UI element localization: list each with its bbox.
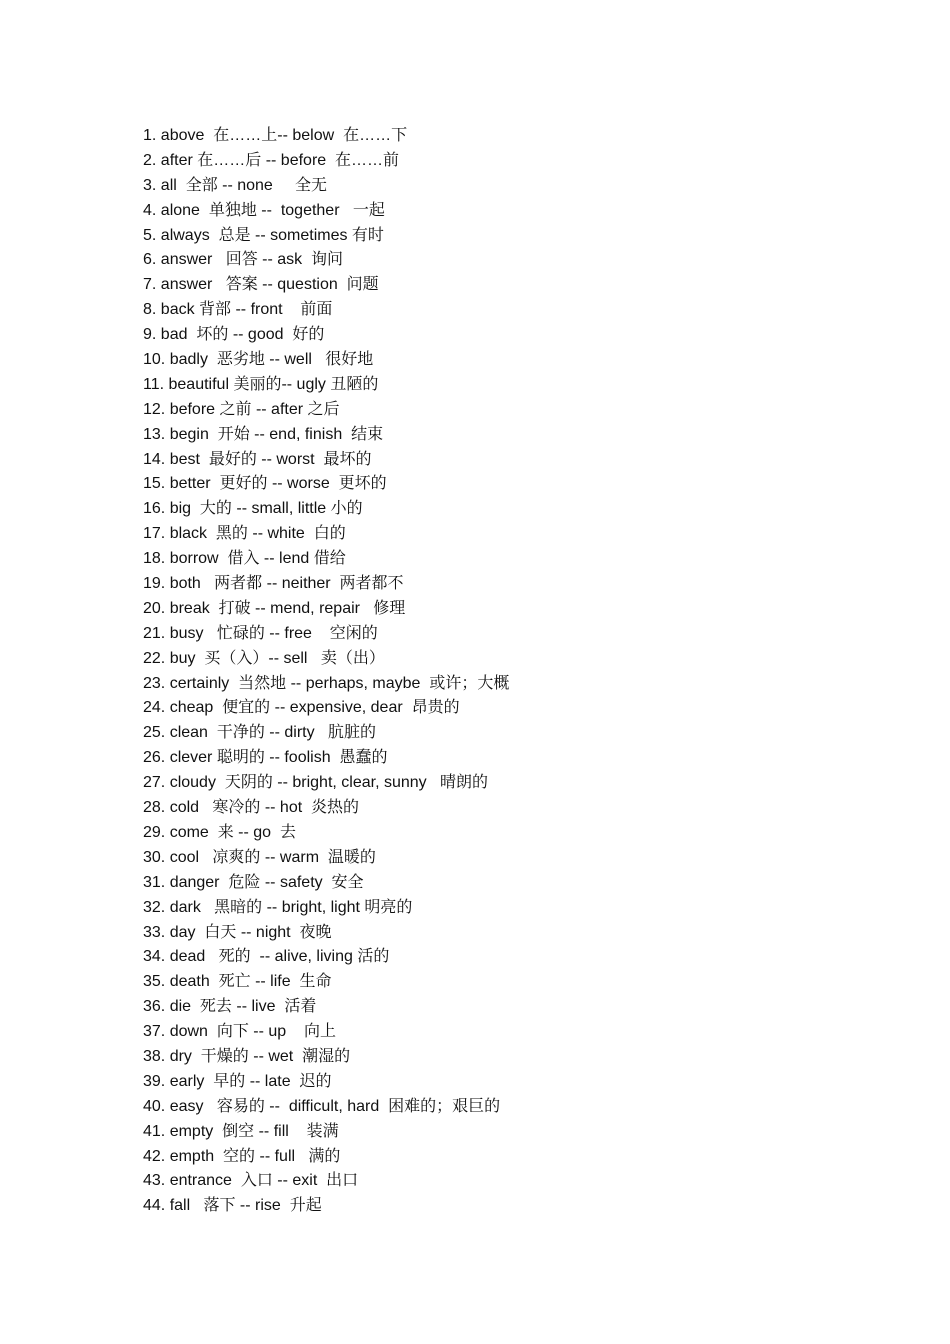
list-item: 1. above 在……上-- below 在……下 xyxy=(143,127,408,144)
list-item: 41. empty 倒空 -- fill 装满 xyxy=(143,1122,339,1140)
list-item: 27. cloudy 天阴的 -- bright, clear, sunny 晴朗的 xyxy=(143,774,489,792)
list-item: 6. answer 回答 -- ask 询问 xyxy=(143,251,344,269)
list-item: 3. all 全部 -- none 全无 xyxy=(143,176,328,194)
list-item: 24. cheap 便宜的 -- expensive, dear 昂贵的 xyxy=(143,699,460,717)
list-item: 23. certainly 当然地 -- perhaps, maybe 或许；大概 xyxy=(143,674,510,692)
list-item: 11. beautiful 美丽的-- ugly 丑陋的 xyxy=(143,375,379,393)
list-item: 4. alone 单独地 -- together 一起 xyxy=(143,201,385,219)
list-item: 20. break 打破 -- mend, repair 修理 xyxy=(143,599,406,617)
list-item: 17. black 黑的 -- white 白的 xyxy=(143,525,346,543)
list-item: 40. easy 容易的 -- difficult, hard 困难的；艰巨的 xyxy=(143,1097,501,1115)
list-item: 37. down 向下 -- up 向上 xyxy=(143,1023,336,1041)
list-item: 36. die 死去 -- live 活着 xyxy=(143,998,317,1016)
list-item: 19. both 两者都 -- neither 两者都不 xyxy=(143,575,404,593)
list-item: 29. come 来 -- go 去 xyxy=(143,823,296,841)
list-item: 14. best 最好的 -- worst 最坏的 xyxy=(143,450,372,468)
list-item: 39. early 早的 -- late 迟的 xyxy=(143,1072,332,1090)
list-item: 38. dry 干燥的 -- wet 潮湿的 xyxy=(143,1047,351,1065)
list-item: 28. cold 寒冷的 -- hot 炎热的 xyxy=(143,799,360,817)
list-item: 43. entrance 入口 -- exit 出口 xyxy=(143,1172,359,1190)
list-item: 13. begin 开始 -- end, finish 结束 xyxy=(143,425,384,443)
antonym-word-list xyxy=(143,124,509,1219)
list-item: 15. better 更好的 -- worse 更坏的 xyxy=(143,475,387,493)
list-item: 32. dark 黑暗的 -- bright, light 明亮的 xyxy=(143,898,413,916)
list-item: 33. day 白天 -- night 夜晚 xyxy=(143,923,332,941)
list-item: 10. badly 恶劣地 -- well 很好地 xyxy=(143,351,374,369)
list-item: 35. death 死亡 -- life 生命 xyxy=(143,973,332,991)
list-item: 16. big 大的 -- small, little 小的 xyxy=(143,500,363,518)
list-item: 31. danger 危险 -- safety 安全 xyxy=(143,873,364,891)
list-item: 22. buy 买（入）-- sell 卖（出） xyxy=(143,649,385,667)
list-item: 5. always 总是 -- sometimes 有时 xyxy=(143,226,384,244)
list-item: 8. back 背部 -- front 前面 xyxy=(143,301,333,319)
list-item: 7. answer 答案 -- question 问题 xyxy=(143,276,379,294)
list-item: 9. bad 坏的 -- good 好的 xyxy=(143,326,325,344)
list-item: 12. before 之前 -- after 之后 xyxy=(143,400,340,418)
list-item: 26. clever 聪明的 -- foolish 愚蠢的 xyxy=(143,749,388,767)
list-item: 44. fall 落下 -- rise 升起 xyxy=(143,1197,322,1215)
list-item: 2. after 在……后 -- before 在……前 xyxy=(143,151,400,169)
list-item: 21. busy 忙碌的 -- free 空闲的 xyxy=(143,624,378,642)
list-item: 25. clean 干净的 -- dirty 肮脏的 xyxy=(143,724,376,742)
list-item: 42. empth 空的 -- full 满的 xyxy=(143,1147,341,1165)
list-item: 18. borrow 借入 -- lend 借给 xyxy=(143,550,346,568)
list-item: 34. dead 死的 -- alive, living 活的 xyxy=(143,948,390,966)
list-item: 30. cool 凉爽的 -- warm 温暖的 xyxy=(143,848,376,866)
